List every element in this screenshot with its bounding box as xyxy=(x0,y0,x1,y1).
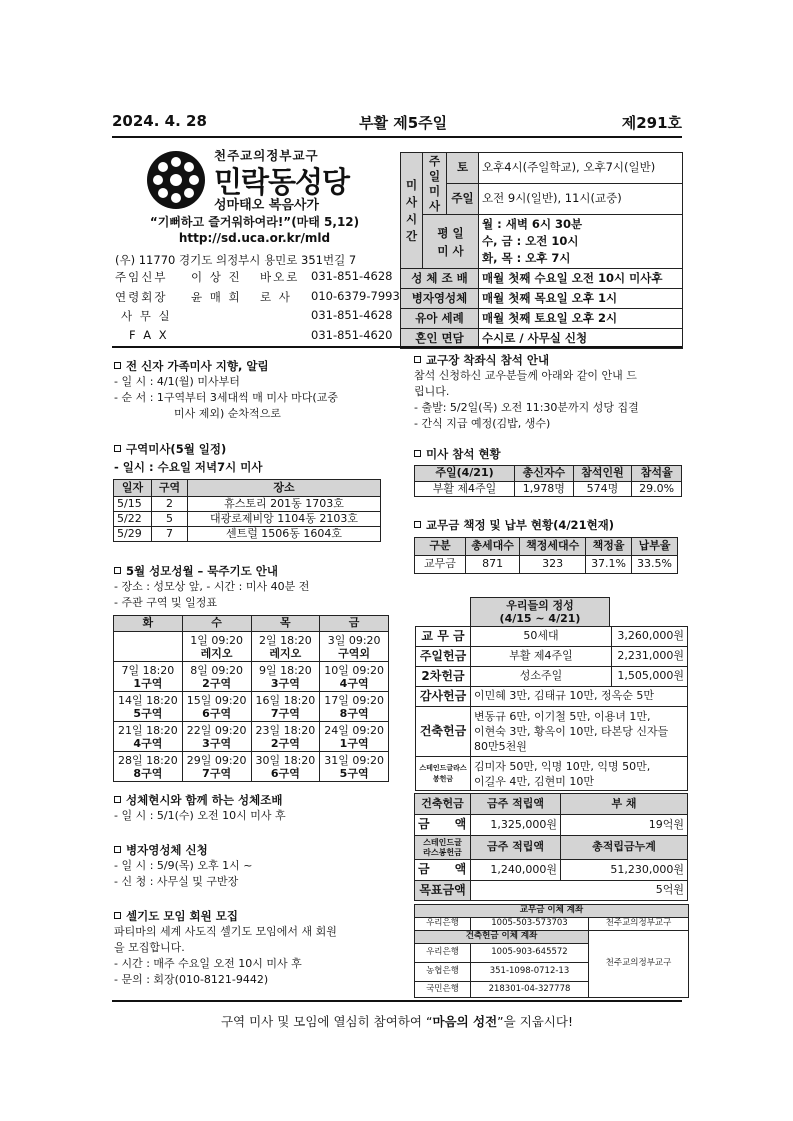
rosary-time: 23일 18:20 xyxy=(255,723,316,737)
rosary-group: 6구역 xyxy=(202,706,232,720)
rosary-time: 28일 18:20 xyxy=(117,753,178,767)
rosary-group: 6구역 xyxy=(270,766,300,780)
checkbox-icon xyxy=(114,846,121,853)
rosary-time: 2일 18:20 xyxy=(258,633,312,647)
rosary-time: 24일 09:20 xyxy=(324,723,385,737)
checkbox-icon xyxy=(114,567,121,574)
rosary-time: 17일 09:20 xyxy=(324,693,385,707)
diocese-name: 천주교의정부교구 xyxy=(214,148,319,163)
rosary-time: 30일 18:20 xyxy=(255,753,316,767)
rosary-day-cell xyxy=(251,692,320,722)
rosary-day-cell xyxy=(114,632,183,662)
rosary-day-cell xyxy=(251,722,320,752)
rosary-group: 8구역 xyxy=(133,766,163,780)
rosary-group: 4구역 xyxy=(339,676,369,690)
rosary-group: 레지오 xyxy=(269,646,302,660)
contact-row: 주임신부 이 상 진 바오로 031-851-4628 xyxy=(115,269,393,284)
rosary-group: 5구역 xyxy=(133,706,163,720)
rosary-day-cell xyxy=(320,722,389,752)
saturday-mass-time: 오후4시(주일학교), 오후7시(일반) xyxy=(479,153,683,184)
rosary-day-cell xyxy=(114,752,183,782)
rosary-day-cell xyxy=(182,752,251,782)
contact-row: 사 무 실 031-851-4628 xyxy=(121,308,393,323)
offering-header: 우리들의 정성 (4/15 ~ 4/21) xyxy=(470,597,610,626)
rosary-time: 31일 09:20 xyxy=(324,753,385,767)
rosary-time: 7일 18:20 xyxy=(121,663,175,677)
rosary-day-cell xyxy=(251,752,320,782)
mass-schedule-table: 미사시간 주일미사 토 오후4시(주일학교), 오후7시(일반) 주일 오전 9시(일반), 11시(교중) 평 일 미 사 월 : 새벽 6시 30분 수, 금 : 오전 10시 화, 목 : 오후 7시 성 체 조 배 매월 첫째 수요일 오전 10시 미사후 병자영성체 매월 첫째 목요일 오후 1시 유아 세례 매월 첫째 토요일 오후 2시 혼인 면담 수시로 / 사무실 신청 xyxy=(400,152,683,349)
contact-list xyxy=(115,269,400,347)
rosary-week-row xyxy=(114,662,389,692)
header-rule xyxy=(112,136,682,138)
notice-cell-prayer: 셀기도 모임 회원 모집 파티마의 세계 사도직 셀기도 모임에서 새 회원 을 모집합니다. - 시간 : 매주 수요일 오전 10시 미사 후 - 문의 : 회장(010-8121-9442) xyxy=(114,909,337,986)
notice-rosary: 5월 성모성월 – 묵주기도 안내 - 장소 : 성모상 앞, - 시간 : 미사 40분 전 - 주관 구역 및 일정표 xyxy=(114,564,310,609)
parish-patron: 성마태오 복음사가 xyxy=(214,198,319,213)
rosary-time: 29일 09:20 xyxy=(186,753,247,767)
attendance-table: 주일(4/21) 총신자수 참석인원 참석율 부활 제4주일 1,978명 574명 29.0% xyxy=(414,465,682,497)
top-section-rule xyxy=(112,346,682,348)
rosary-day-cell xyxy=(182,662,251,692)
district-mass-table: 일자 구역 장소 5/15 2 휴스토리 201동 1703호 5/22 5 대광로제비앙 1104동 2103호 5/29 7 센트럴 1506동 1604호 xyxy=(113,479,381,542)
checkbox-icon xyxy=(114,912,121,919)
rosary-week-row xyxy=(114,692,389,722)
rosary-group: 레지오 xyxy=(200,646,233,660)
parish-name: 민락동성당 xyxy=(214,165,350,199)
attendance-title: 미사 참석 현황 xyxy=(414,446,501,462)
motto: “기뻐하고 즐거워하여라!”(마태 5,12) xyxy=(149,215,360,229)
building-fund-table: 건축헌금 금주 적립액 부 채 금 액 1,325,000원 19억원 스테인드글 라스봉헌금 금주 적립액 총적립금누계 금 액 1,240,000원 51,230,000원 목표금액 5억원 xyxy=(414,793,688,901)
checkbox-icon xyxy=(414,450,421,457)
rosary-group: 7구역 xyxy=(202,766,232,780)
rosary-time: 15일 09:20 xyxy=(186,693,247,707)
rosary-day-cell xyxy=(182,692,251,722)
rosary-group: 1구역 xyxy=(133,676,163,690)
contact-row: F A X 031-851-4620 xyxy=(129,327,393,342)
rosary-day-cell xyxy=(114,722,183,752)
notice-sick-communion: 병자영성체 신청 - 일 시 : 5/9(목) 오후 1시 ~ - 신 청 : 사무실 및 구반장 xyxy=(114,843,253,888)
rosary-group: 5구역 xyxy=(339,766,369,780)
sunday-mass-label: 주일미사 xyxy=(423,153,447,215)
parish-address: (우) 11770 경기도 의정부시 용민로 351번길 7 xyxy=(115,253,357,267)
rosary-time: 3일 09:20 xyxy=(327,633,381,647)
rosary-time: 22일 09:20 xyxy=(186,723,247,737)
dues-table: 구분 총세대수 책정세대수 책정율 납부율 교무금 871 323 37.1% 33.5% xyxy=(414,537,678,574)
rosary-time: 8일 09:20 xyxy=(190,663,244,677)
parish-url[interactable]: http://sd.uca.or.kr/mld xyxy=(178,231,331,245)
rosary-day-cell xyxy=(320,662,389,692)
rosary-group: 2구역 xyxy=(270,736,300,750)
dues-title: 교무금 책정 및 납부 현황(4/21현재) xyxy=(414,517,614,533)
rosary-group: 2구역 xyxy=(202,676,232,690)
notice-installation: 교구장 착좌식 참석 안내 참석 신청하신 교우분들께 아래와 같이 안내 드 립니다. - 출발: 5/2일(목) 오전 11:30분까지 성당 집결 - 간식 지급 예정(김밥, 생수) xyxy=(414,353,639,430)
notice-adoration: 성체현시와 함께 하는 성체조배 - 일 시 : 5/1(수) 오전 10시 미사 후 xyxy=(114,793,286,822)
contact-row: 연령회장 윤 매 희 로 사 010-6379-7993 xyxy=(115,288,400,304)
rosary-group: 4구역 xyxy=(133,736,163,750)
rosary-day-cell xyxy=(320,632,389,662)
rosary-day-cell xyxy=(251,632,320,662)
rosary-time: 21일 18:20 xyxy=(117,723,178,737)
rosary-day-cell xyxy=(251,662,320,692)
checkbox-icon xyxy=(114,796,121,803)
checkbox-icon xyxy=(414,356,421,363)
rosary-day-cell xyxy=(320,752,389,782)
liturgical-title: 부활 제5주일 xyxy=(359,114,448,132)
offering-table: 교 무 금 50세대 3,260,000원 주일헌금 부활 제4주일 2,231,000원 2차헌금 성소주일 1,505,000원 감사헌금 이민혜 3만, 김태규 10만, 정옥순 5만 건축헌금 변동규 6만, 이기철 5만, 이용녀 1만, 이현숙 3만, 황옥이 10만, 타본당 신자들 80만5천원 스테인드글라스 봉헌금 김미자 50만, 익명 10만, 익명 50만, 이길우 4만, 김현미 10만 xyxy=(415,626,688,791)
rosary-time: 9일 18:20 xyxy=(258,663,312,677)
rosary-group: 8구역 xyxy=(339,706,369,720)
issue-date: 2024. 4. 28 xyxy=(112,112,207,130)
sunday-mass-time: 오전 9시(일반), 11시(교중) xyxy=(479,184,683,215)
rosary-schedule-table: 화 수 목 금 1일 09:20 레지오 2일 18:20 레지오 3일 09:20 구역외 7일 18:20 1구역 8일 09:20 2구역 9일 18:20 3구역 10일 09:20 4구역 14일 18:20 5구역 15일 09:20 6구역 16일 18:20 7구역 17일 09:20 8구역 21일 18:20 4구역 22일 09:20 3구역 23일 18:20 2구역 24일 09:20 1구역 28일 18:20 8구역 29일 09:20 7구역 30일 18:20 6구역 31일 09:20 5구역 xyxy=(113,615,389,782)
rosary-group: 구역외 xyxy=(338,646,371,660)
rosary-day-cell xyxy=(182,722,251,752)
rosary-week-row xyxy=(114,752,389,782)
rosary-day-cell xyxy=(320,692,389,722)
rosary-group: 7구역 xyxy=(270,706,300,720)
issue-number: 제291호 xyxy=(621,114,682,132)
checkbox-icon xyxy=(114,445,121,452)
checkbox-icon xyxy=(414,521,421,528)
weekday-mass-label: 평 일 미 사 xyxy=(423,215,479,269)
parish-logo-icon xyxy=(146,150,206,210)
checkbox-icon xyxy=(114,362,121,369)
rosary-group: 3구역 xyxy=(202,736,232,750)
mass-group-label: 미사시간 xyxy=(401,153,423,269)
bank-account-table: 교무금 이체 계좌 우리은행 1005-503-573703 천주교의정부교구 건축헌금 이체 계좌 천주교의정부교구 우리은행 1005-903-645572 농협은행 351-1098-0712-13 국민은행 218301-04-327778 xyxy=(414,904,689,998)
rosary-day-cell xyxy=(182,632,251,662)
rosary-time: 1일 09:20 xyxy=(190,633,244,647)
footer-slogan: 구역 미사 및 모임에 열심히 참여하여 “마음의 성전”을 지웁시다! xyxy=(220,1014,574,1029)
rosary-time: 16일 18:20 xyxy=(255,693,316,707)
rosary-group: 3구역 xyxy=(270,676,300,690)
rosary-week-row xyxy=(114,722,389,752)
rosary-time: 10일 09:20 xyxy=(324,663,385,677)
rosary-day-cell xyxy=(114,692,183,722)
rosary-day-cell xyxy=(114,662,183,692)
rosary-time: 14일 18:20 xyxy=(117,693,178,707)
rosary-group: 1구역 xyxy=(339,736,369,750)
notice-family-mass: 전 신자 가족미사 지향, 알림 - 일 시 : 4/1(월) 미사부터 - 순 서 : 1구역부터 3세대씩 매 미사 마다(교중 미사 제외) 순차적으로 xyxy=(114,359,338,420)
notice-district-mass: 구역미사(5월 일정) - 일시 : 수요일 저녁7시 미사 xyxy=(114,442,263,474)
rosary-week-row xyxy=(114,632,389,662)
footer-rule xyxy=(112,1000,682,1002)
